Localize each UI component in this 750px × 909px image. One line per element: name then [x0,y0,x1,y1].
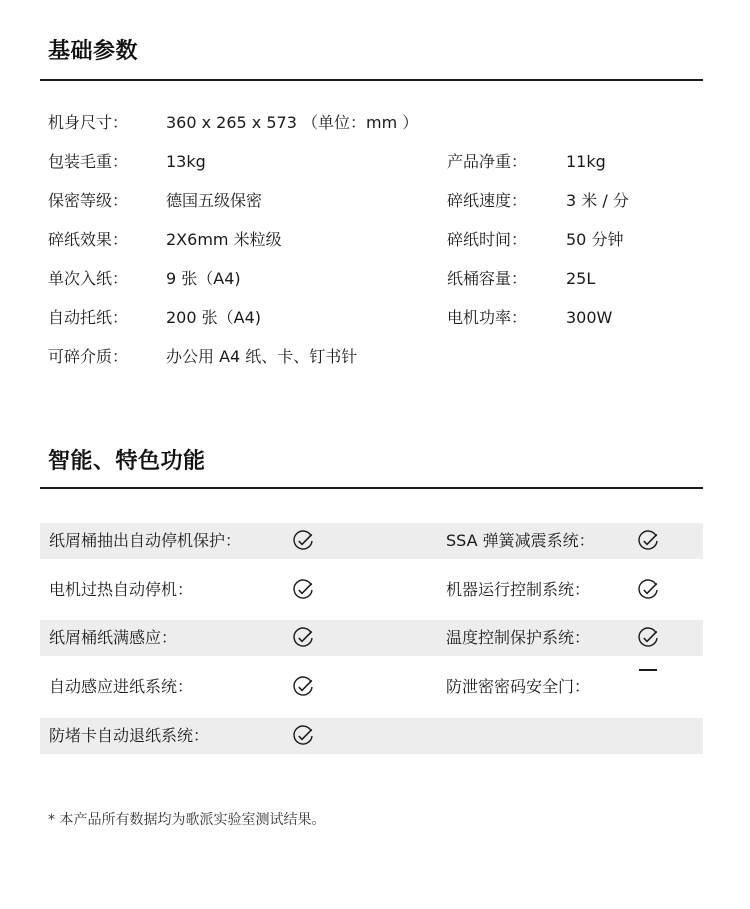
spec-row [48,267,698,291]
spec-label: 可碎介质： [48,347,129,366]
spec-label: 包装毛重： [48,152,129,171]
feature-label: 电机过热自动停机： [49,580,194,599]
check-icon [637,627,659,649]
basic-params-divider [40,79,703,81]
spec-value: 50 分钟 [566,230,624,249]
spec-value: 200 张（A4) [166,308,261,327]
spec-label: 机身尺寸： [48,113,129,132]
feature-label: SSA 弹簧减震系统： [446,531,595,550]
dash-icon [639,669,657,671]
spec-value: 13kg [166,152,206,171]
spec-label: 碎纸时间： [447,230,528,249]
features-divider [40,487,703,489]
spec-row [48,345,698,369]
spec-label: 碎纸效果： [48,230,129,249]
spec-value: 11kg [566,152,606,171]
spec-row [48,150,698,174]
check-icon [292,676,314,698]
feature-label: 机器运行控制系统： [446,580,591,599]
check-icon [292,530,314,552]
spec-label: 保密等级： [48,191,129,210]
spec-value: 9 张（A4) [166,269,241,288]
spec-row [48,111,698,135]
spec-label: 自动托纸： [48,308,129,327]
spec-value: 2X6mm 米粒级 [166,230,282,249]
check-icon [637,579,659,601]
spec-label: 纸桶容量： [447,269,528,288]
footnote: * 本产品所有数据均为歌派实验室测试结果。 [48,812,326,828]
feature-label: 防泄密密码安全门： [446,677,591,696]
spec-value: 3 米 / 分 [566,191,629,210]
spec-value: 德国五级保密 [166,191,263,210]
spec-label: 产品净重： [447,152,528,171]
check-icon [292,725,314,747]
spec-value: 25L [566,269,596,288]
spec-label: 单次入纸： [48,269,129,288]
spec-value: 办公用 A4 纸、卡、钉书针 [166,347,358,366]
feature-row [40,523,703,559]
spec-value: 360 x 265 x 573 （单位：mm ） [166,113,419,132]
feature-row [40,718,703,754]
feature-row [40,669,703,705]
spec-value: 300W [566,308,613,327]
feature-label: 纸屑桶抽出自动停机保护： [49,531,242,550]
feature-label: 温度控制保护系统： [446,628,591,647]
spec-row [48,189,698,213]
spec-label: 碎纸速度： [447,191,528,210]
basic-params-title: 基础参数 [48,39,139,64]
feature-label: 纸屑桶纸满感应： [49,628,178,647]
check-icon [637,530,659,552]
spec-row [48,228,698,252]
feature-row [40,620,703,656]
feature-row [40,572,703,608]
spec-row [48,306,698,330]
feature-label: 防堵卡自动退纸系统： [49,726,210,745]
feature-label: 自动感应进纸系统： [49,677,194,696]
spec-label: 电机功率： [447,308,528,327]
check-icon [292,579,314,601]
check-icon [292,627,314,649]
features-title: 智能、特色功能 [48,449,206,474]
